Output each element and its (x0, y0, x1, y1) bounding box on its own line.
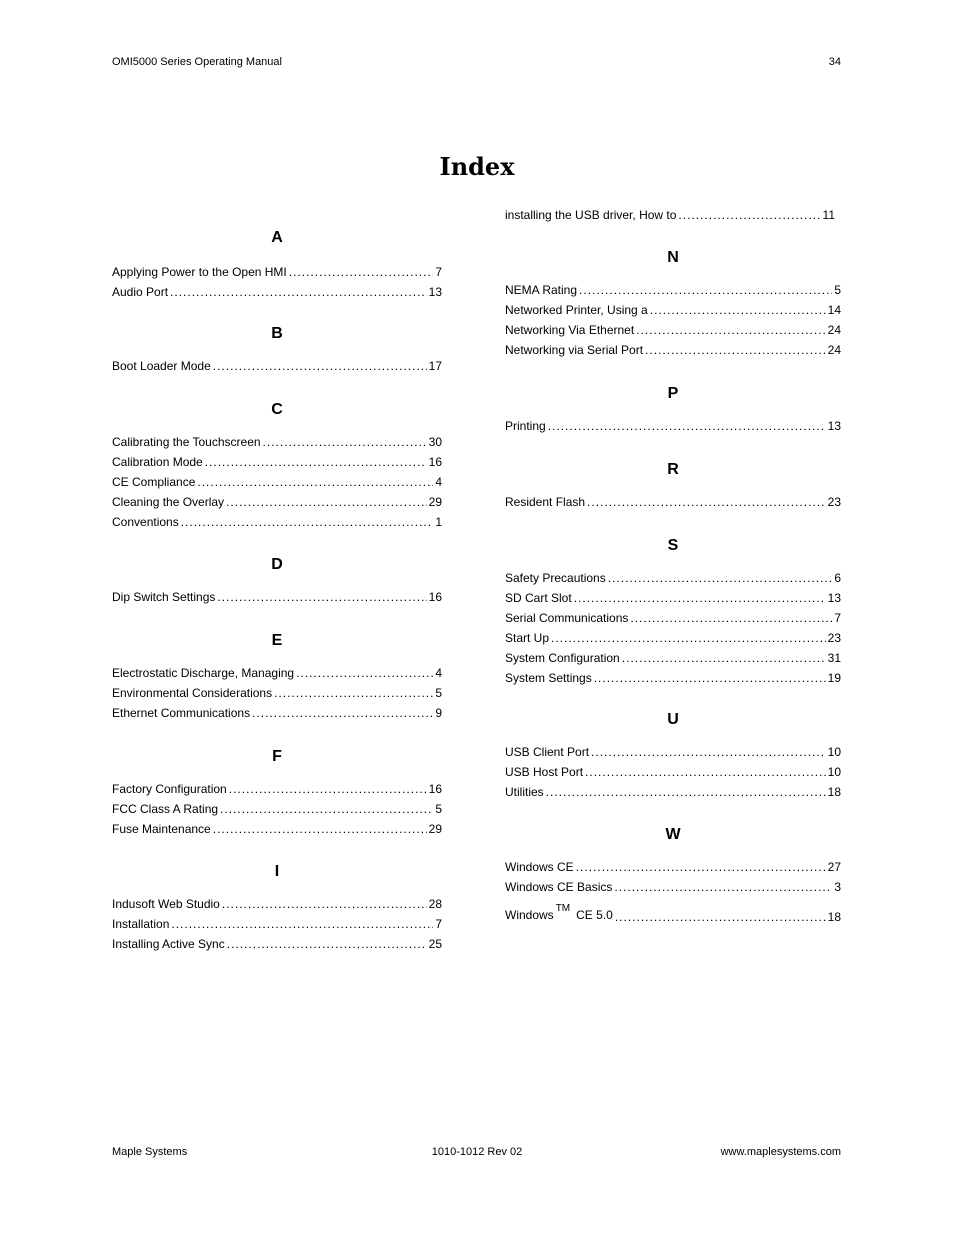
entry-page: 7 (435, 265, 442, 279)
index-entry[interactable] (505, 570, 841, 586)
entry-label: Boot Loader Mode (112, 359, 211, 373)
index-entry[interactable] (112, 474, 442, 490)
section-letter: B (271, 325, 283, 342)
section-letter: C (271, 401, 283, 418)
entry-page: 3 (834, 880, 841, 894)
section-r (505, 460, 841, 510)
entry-label: Resident Flash (505, 495, 586, 509)
index-entry[interactable] (505, 207, 835, 223)
entry-page: 7 (435, 917, 442, 931)
entry-label: Windows CE Basics (505, 880, 613, 894)
entry-page: 27 (827, 860, 841, 874)
entry-label: Cleaning the Overlay (112, 495, 225, 509)
entry-page: 17 (428, 359, 442, 373)
entry-label: Networked Printer, Using a (505, 303, 648, 317)
index-entry[interactable] (505, 784, 841, 800)
index-entry[interactable] (112, 821, 442, 837)
entry-label: USB Host Port (505, 765, 584, 779)
entry-label (505, 903, 613, 925)
entry-page: 6 (834, 571, 841, 585)
index-entry[interactable] (505, 494, 841, 510)
entry-label: Calibrating the Touchscreen (112, 435, 261, 449)
entry-page: 5 (435, 802, 442, 816)
entry-page: 13 (827, 591, 841, 605)
section-letter: D (271, 556, 283, 573)
entry-label: NEMA Rating (505, 283, 578, 297)
entry-label: Dip Switch Settings (112, 590, 216, 604)
entry-label: Audio Port (112, 285, 169, 299)
entry-label: Utilities (505, 785, 544, 799)
entry-page: 4 (435, 475, 442, 489)
index-entry[interactable] (505, 670, 841, 686)
section-letter: R (667, 461, 679, 478)
entry-page: 23 (827, 495, 841, 509)
entry-page: 13 (827, 419, 841, 433)
entry-page: 4 (435, 666, 442, 680)
section-c (112, 400, 442, 530)
index-left-column (112, 228, 442, 951)
entry-page: 28 (428, 897, 442, 911)
entry-label: Indusoft Web Studio (112, 897, 220, 911)
entry-page: 14 (827, 303, 841, 317)
index-entry[interactable] (112, 434, 442, 450)
entry-page: 29 (428, 822, 442, 836)
trademark-mark: TM (555, 903, 571, 914)
entry-label: installing the USB driver, How to (505, 208, 677, 222)
entry-label: System Settings (505, 671, 592, 685)
index-entry[interactable] (112, 358, 442, 374)
index-entry[interactable] (112, 284, 442, 300)
index-entry[interactable] (112, 801, 442, 817)
section-n (505, 248, 841, 358)
footer-doc-number: 1010-1012 Rev 02 (431, 1146, 523, 1158)
entry-page: 25 (428, 937, 442, 951)
entry-label: Electrostatic Discharge, Managing (112, 666, 295, 680)
entry-page: 16 (428, 782, 442, 796)
index-entry[interactable] (112, 916, 442, 932)
section-letter: P (667, 385, 679, 402)
index-entry[interactable] (112, 705, 442, 721)
entry-page: 10 (827, 745, 841, 759)
section-w (505, 825, 841, 925)
section-i (112, 862, 442, 952)
entry-page: 19 (827, 671, 841, 685)
footer-website[interactable]: www.maplesystems.com (720, 1146, 841, 1158)
index-entry[interactable] (112, 454, 442, 470)
index-entry[interactable] (112, 589, 442, 605)
entry-label: Networking via Serial Port (505, 343, 644, 357)
index-entry[interactable] (505, 903, 841, 925)
index-entry[interactable] (505, 744, 841, 760)
index-entry[interactable] (505, 590, 841, 606)
entry-page: 5 (435, 686, 442, 700)
section-letter: W (665, 826, 681, 843)
index-entry[interactable] (505, 302, 841, 318)
index-entry[interactable] (505, 859, 841, 875)
section-letter: N (667, 249, 679, 266)
entry-label: Installation (112, 917, 170, 931)
section-letter: S (667, 537, 679, 554)
entry-page: 11 (822, 208, 835, 222)
entry-label: USB Client Port (505, 745, 590, 759)
entry-page: 24 (827, 343, 841, 357)
index-entry[interactable] (505, 322, 841, 338)
section-a (112, 228, 442, 300)
entry-page: 5 (834, 283, 841, 297)
entry-page: 18 (827, 785, 841, 799)
entry-page: 7 (834, 611, 841, 625)
index-right-column (505, 207, 841, 937)
index-entry[interactable] (112, 781, 442, 797)
section-p (505, 384, 841, 434)
entry-label: Calibration Mode (112, 455, 203, 469)
entry-page: 16 (428, 455, 442, 469)
entry-page: 16 (428, 590, 442, 604)
entry-page: 18 (827, 910, 841, 924)
entry-label: System Configuration (505, 651, 620, 665)
entry-label: FCC Class A Rating (112, 802, 219, 816)
index-entry[interactable] (505, 610, 841, 626)
entry-label: Serial Communications (505, 611, 629, 625)
entry-label: Ethernet Communications (112, 706, 251, 720)
section-letter: A (271, 229, 283, 246)
index-entry[interactable] (505, 418, 841, 434)
entry-label: SD Cart Slot (505, 591, 572, 605)
entry-page: 13 (428, 285, 442, 299)
index-entry[interactable] (112, 494, 442, 510)
index-entry[interactable] (505, 342, 841, 358)
entry-page: 24 (827, 323, 841, 337)
section-f (112, 747, 442, 837)
page-title: Index (439, 152, 515, 181)
entry-page: 10 (827, 765, 841, 779)
index-entry[interactable] (505, 630, 841, 646)
section-e (112, 631, 442, 721)
footer-company: Maple Systems (112, 1146, 188, 1158)
index-entry[interactable] (505, 879, 841, 895)
section-letter: I (274, 863, 280, 880)
section-d (112, 555, 442, 605)
page-number: 34 (828, 56, 841, 68)
index-entry[interactable] (112, 665, 442, 681)
entry-label: Windows CE (505, 860, 574, 874)
entry-page: 9 (435, 706, 442, 720)
index-entry[interactable] (505, 282, 841, 298)
index-entry[interactable] (505, 764, 841, 780)
entry-page: 29 (428, 495, 442, 509)
entry-label: CE Compliance (112, 475, 196, 489)
index-entry[interactable] (112, 264, 442, 280)
entry-label: Networking Via Ethernet (505, 323, 635, 337)
index-entry[interactable] (112, 936, 442, 952)
index-entry[interactable] (112, 685, 442, 701)
entry-label: Factory Configuration (112, 782, 227, 796)
windows-label: Windows (505, 908, 554, 922)
entry-label: Fuse Maintenance (112, 822, 211, 836)
section-b (112, 324, 442, 374)
section-letter: F (272, 748, 282, 765)
ce-version-label: CE 5.0 (576, 908, 613, 922)
section-u (505, 710, 841, 800)
entry-label: Start Up (505, 631, 550, 645)
entry-label: Applying Power to the Open HMI (112, 265, 287, 279)
entry-label: Environmental Considerations (112, 686, 273, 700)
entry-label: Printing (505, 419, 546, 433)
entry-label: Conventions (112, 515, 179, 529)
index-entry[interactable] (112, 514, 442, 530)
entry-page: 1 (435, 515, 442, 529)
entry-label: Installing Active Sync (112, 937, 225, 951)
entry-page: 23 (827, 631, 841, 645)
index-entry[interactable] (505, 650, 841, 666)
section-letter: U (667, 711, 679, 728)
entry-page: 30 (428, 435, 442, 449)
section-s (505, 536, 841, 686)
entry-label: Safety Precautions (505, 571, 606, 585)
manual-title: OMI5000 Series Operating Manual (112, 56, 282, 68)
index-entry[interactable] (112, 896, 442, 912)
section-letter: E (271, 632, 283, 649)
entry-page: 31 (827, 651, 841, 665)
